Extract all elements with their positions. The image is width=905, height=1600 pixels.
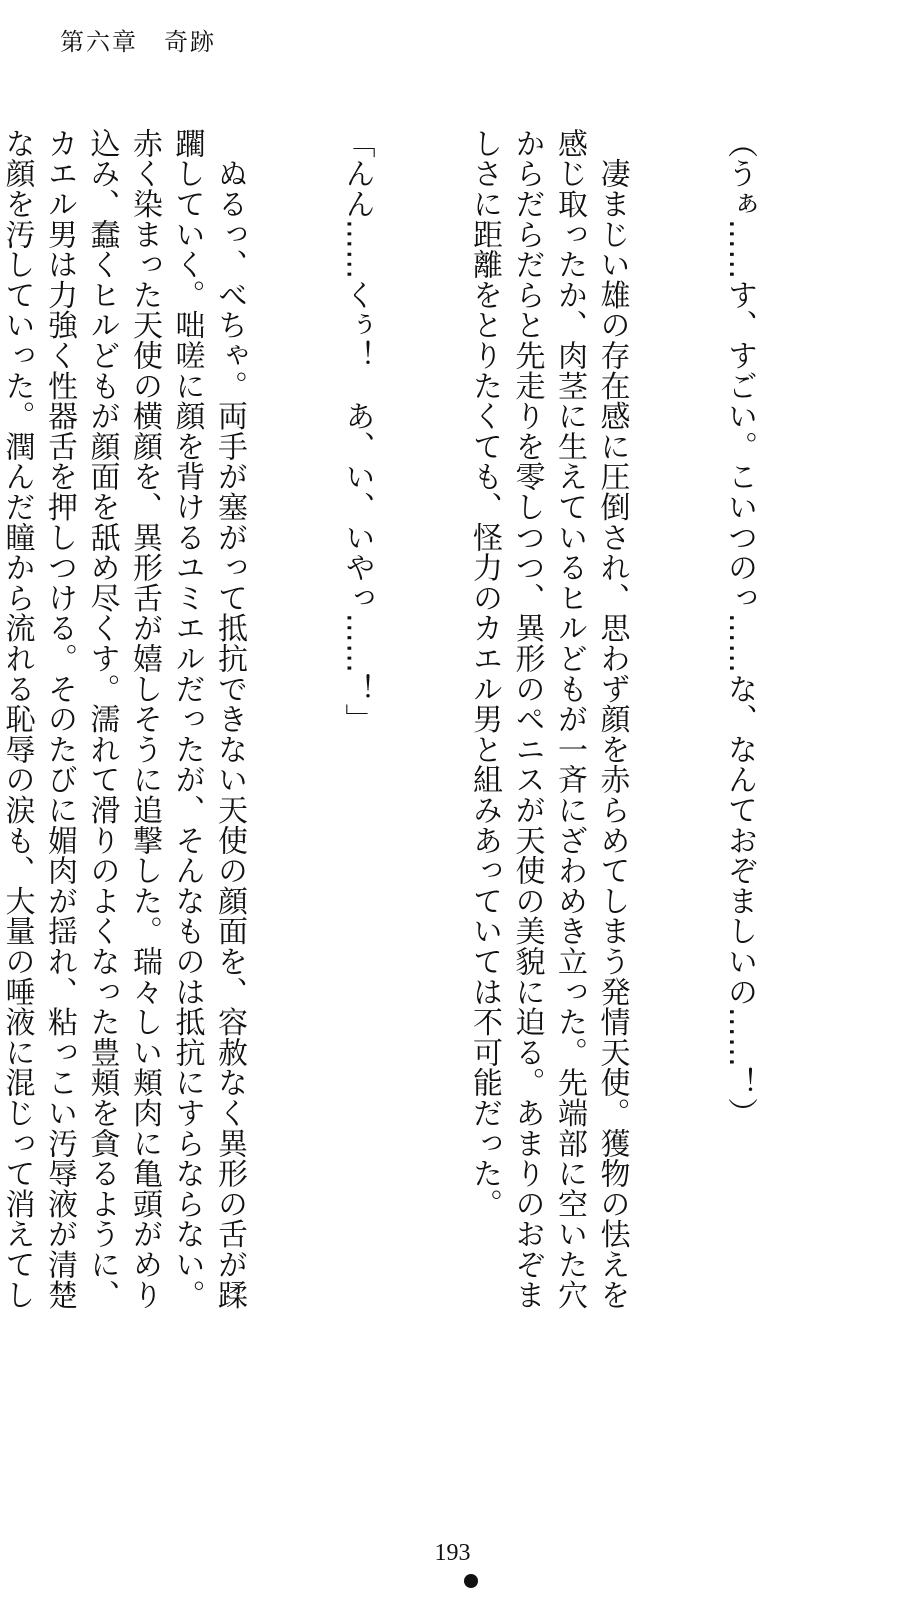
vertical-body-text <box>0 128 845 1328</box>
page-number: 193 <box>434 1540 471 1566</box>
paragraph: （うぁ……す、すごい。こいつのっ……な、なんておぞましいの……！） <box>722 128 757 1128</box>
chapter-running-head: 第六章 奇跡 <box>60 28 216 56</box>
paragraph: ぬるっ、べちゃ。両手が塞がって抵抗できない天使の顔面を、容赦なく異形の舌が蹂躙していく。咄嗟に顔を背けるユミエルだったが、そんなものは抵抗にすらならない。赤く染まった天使の横顔を、異形舌が嬉しそうに追撃した。瑞々しい頬肉に亀頭がめり込み、蠢くヒルどもが顔面を舐め尽くす。濡れて滑りのよくなった豊頬を貪るように、カエル男は力強く性器舌を押しつける。そのたびに媚肉が揺れ、粘っこい汚辱液が清楚な顔を汚していった。潤んだ瞳から流れる恥辱の涙も、大量の唾液に混じって消えてし <box>0 128 247 1310</box>
page-marker-dot-icon <box>464 1574 478 1588</box>
paragraph: 凄まじい雄の存在感に圧倒され、思わず顔を赤らめてしまう発情天使。獲物の怯えを感じ取ったか、肉茎に生えているヒルどもが一斉にざわめき立った。先端部に空いた穴からだらだらと先走りを零しつつ、異形のペニスが天使の美貌に迫る。あまりのおぞましさに距離をとりたくても、怪力のカエル男と組みあっていては不可能だった。 <box>467 128 630 1310</box>
paragraph: 「んん……くぅ！ あ、い、いやっ……！」 <box>339 128 375 734</box>
